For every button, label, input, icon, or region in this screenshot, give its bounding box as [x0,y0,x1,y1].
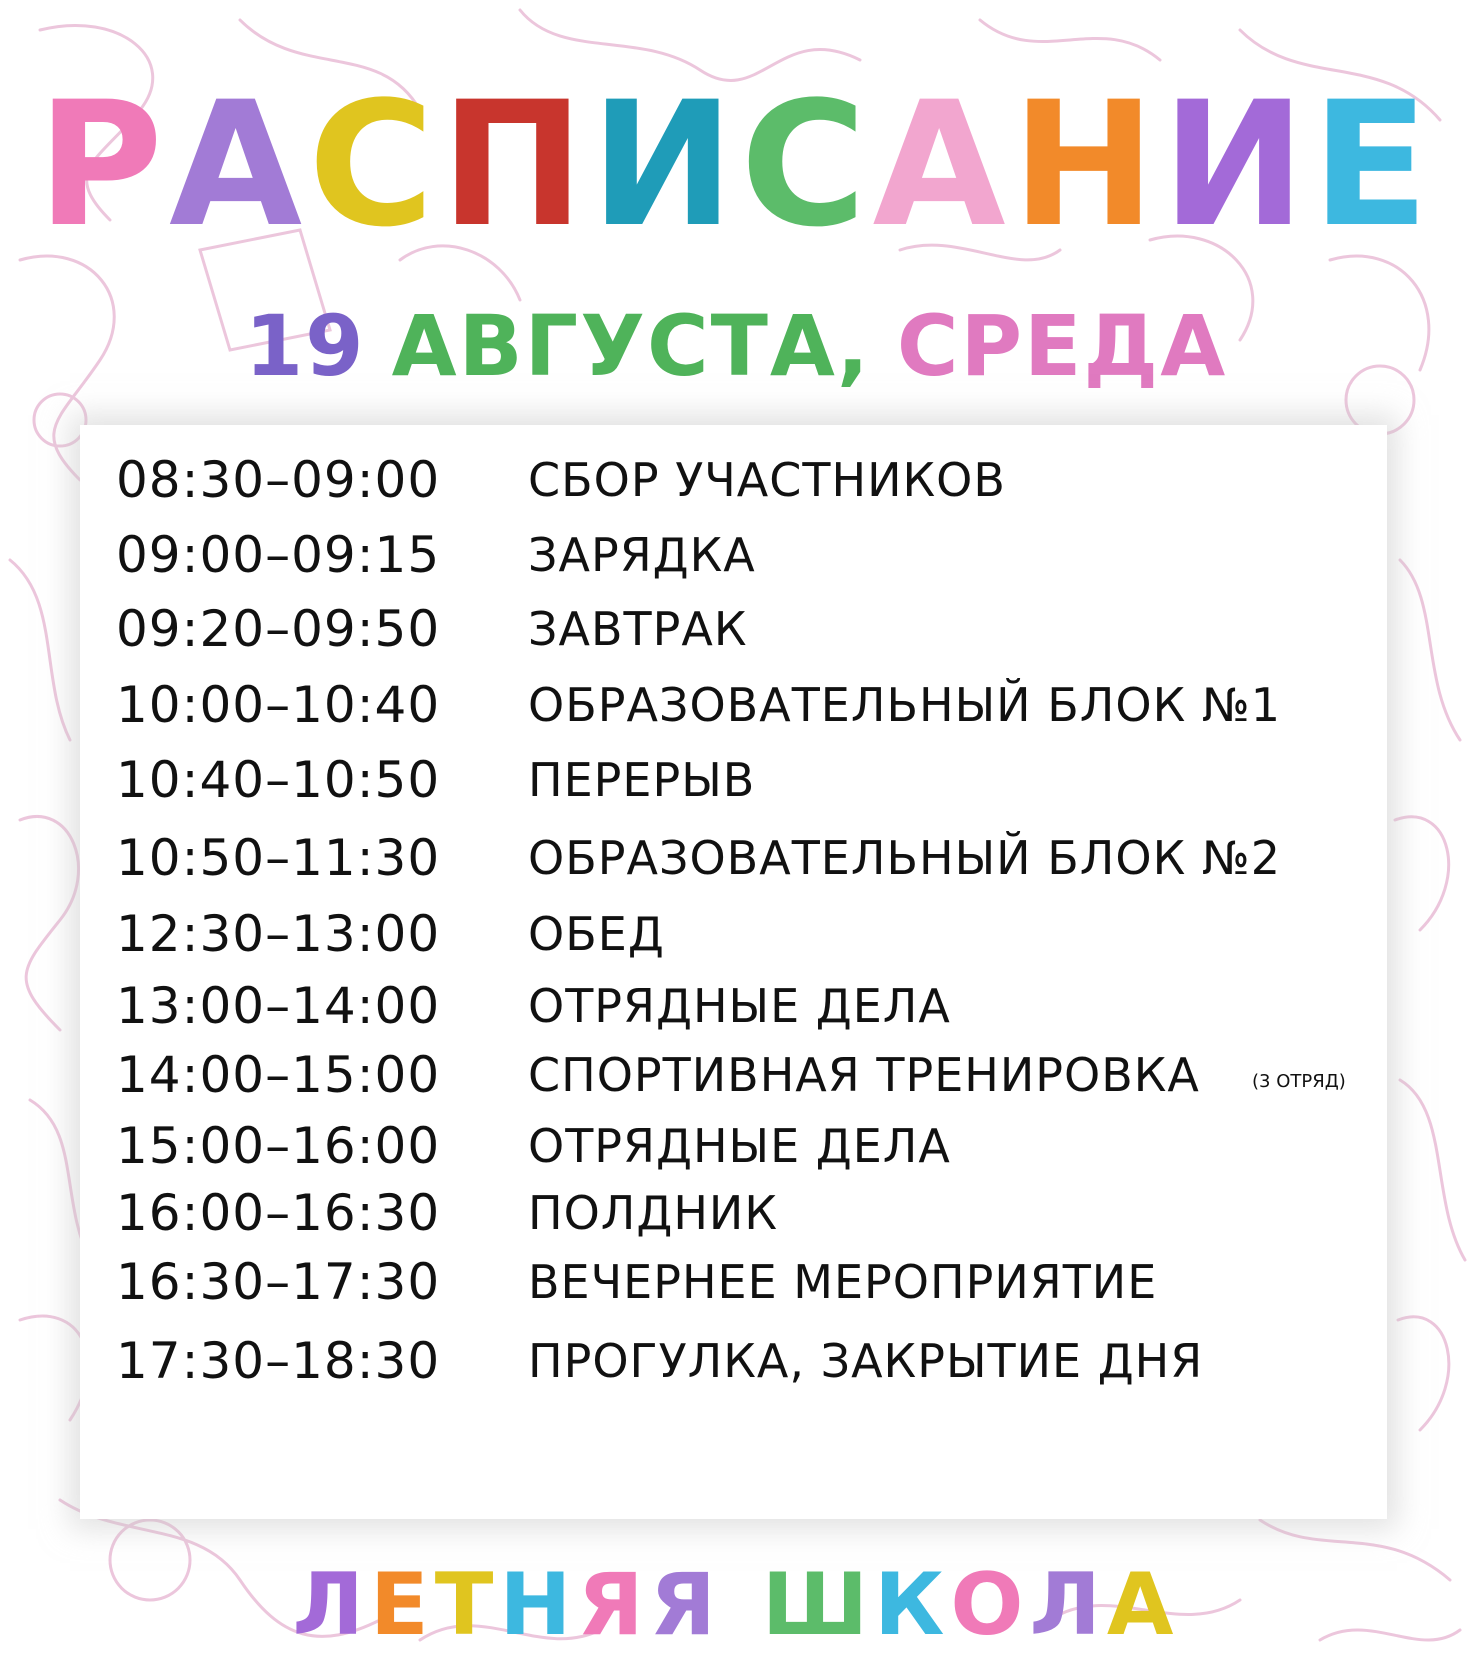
title-letter: С [308,64,441,265]
schedule-time: 12:30–13:00 [116,905,441,963]
schedule-row [80,1111,1387,1181]
footer-letter: Л [1029,1555,1107,1655]
schedule-time: 09:20–09:50 [116,600,441,658]
schedule-event: СПОРТИВНАЯ ТРЕНИРОВКА [528,1048,1200,1102]
title-letter: С [740,64,873,265]
page-title [0,64,1472,265]
schedule-event: ПОЛДНИК [528,1186,778,1240]
schedule-event: СБОР УЧАСТНИКОВ [528,453,1006,507]
date-heading [0,296,1472,396]
schedule-time: 15:00–16:00 [116,1117,441,1175]
title-letter: А [872,64,1012,265]
schedule-card [80,425,1387,1519]
title-letter: И [590,64,741,265]
schedule-row [80,670,1387,740]
title-letter: П [440,64,591,265]
title-letter: Е [1311,64,1436,265]
date-part: СРЕДА [896,297,1228,395]
footer-letter: Н [499,1555,578,1655]
schedule-time: 08:30–09:00 [116,451,441,509]
schedule-event: ОБРАЗОВАТЕЛЬНЫЙ БЛОК №2 [528,831,1281,885]
schedule-row [80,594,1387,664]
schedule-event: ЗАВТРАК [528,602,748,656]
footer-letter: Е [369,1555,435,1655]
title-letter: Н [1011,64,1162,265]
footer-letter: Я [577,1555,650,1655]
schedule-time: 09:00–09:15 [116,526,441,584]
schedule-time: 10:40–10:50 [116,751,441,809]
schedule-time: 17:30–18:30 [116,1332,441,1390]
schedule-event: ПРОГУЛКА, ЗАКРЫТИЕ ДНЯ [528,1334,1204,1388]
footer-letter: А [1106,1555,1180,1655]
schedule-time: 10:50–11:30 [116,829,441,887]
schedule-time: 10:00–10:40 [116,676,441,734]
title-letter: И [1161,64,1312,265]
footer-letter: Я [649,1555,722,1655]
title-letter: А [169,64,309,265]
schedule-row [80,520,1387,590]
date-part: АВГУСТА, [391,297,871,395]
schedule-row [80,971,1387,1041]
title-letter: Р [36,64,170,265]
schedule-row [80,745,1387,815]
footer-letter: Ш [761,1555,875,1655]
footer-letter: О [950,1555,1030,1655]
schedule-event: ОБРАЗОВАТЕЛЬНЫЙ БЛОК №1 [528,678,1281,732]
schedule-row [80,823,1387,893]
schedule-time: 16:00–16:30 [116,1184,441,1242]
footer-title [0,1555,1472,1655]
schedule-row [80,1247,1387,1317]
schedule-event: ОТРЯДНЫЕ ДЕЛА [528,979,951,1033]
schedule-event: ЗАРЯДКА [528,528,756,582]
schedule-row [80,1178,1387,1248]
schedule-event: ПЕРЕРЫВ [528,753,756,807]
schedule-row [80,445,1387,515]
schedule-note: (3 ОТРЯД) [1252,1071,1346,1092]
schedule-event: ВЕЧЕРНЕЕ МЕРОПРИЯТИЕ [528,1255,1158,1309]
schedule-row [80,1326,1387,1396]
footer-letter: К [874,1555,951,1655]
schedule-event: ОБЕД [528,907,665,961]
schedule-time: 14:00–15:00 [116,1046,441,1104]
schedule-event: ОТРЯДНЫЕ ДЕЛА [528,1119,951,1173]
schedule-time: 13:00–14:00 [116,977,441,1035]
schedule-row [80,899,1387,969]
schedule-row [80,1040,1387,1110]
footer-letter: Л [292,1555,370,1655]
footer-letter: Т [434,1555,500,1655]
date-part: 19 [244,297,366,395]
schedule-time: 16:30–17:30 [116,1253,441,1311]
